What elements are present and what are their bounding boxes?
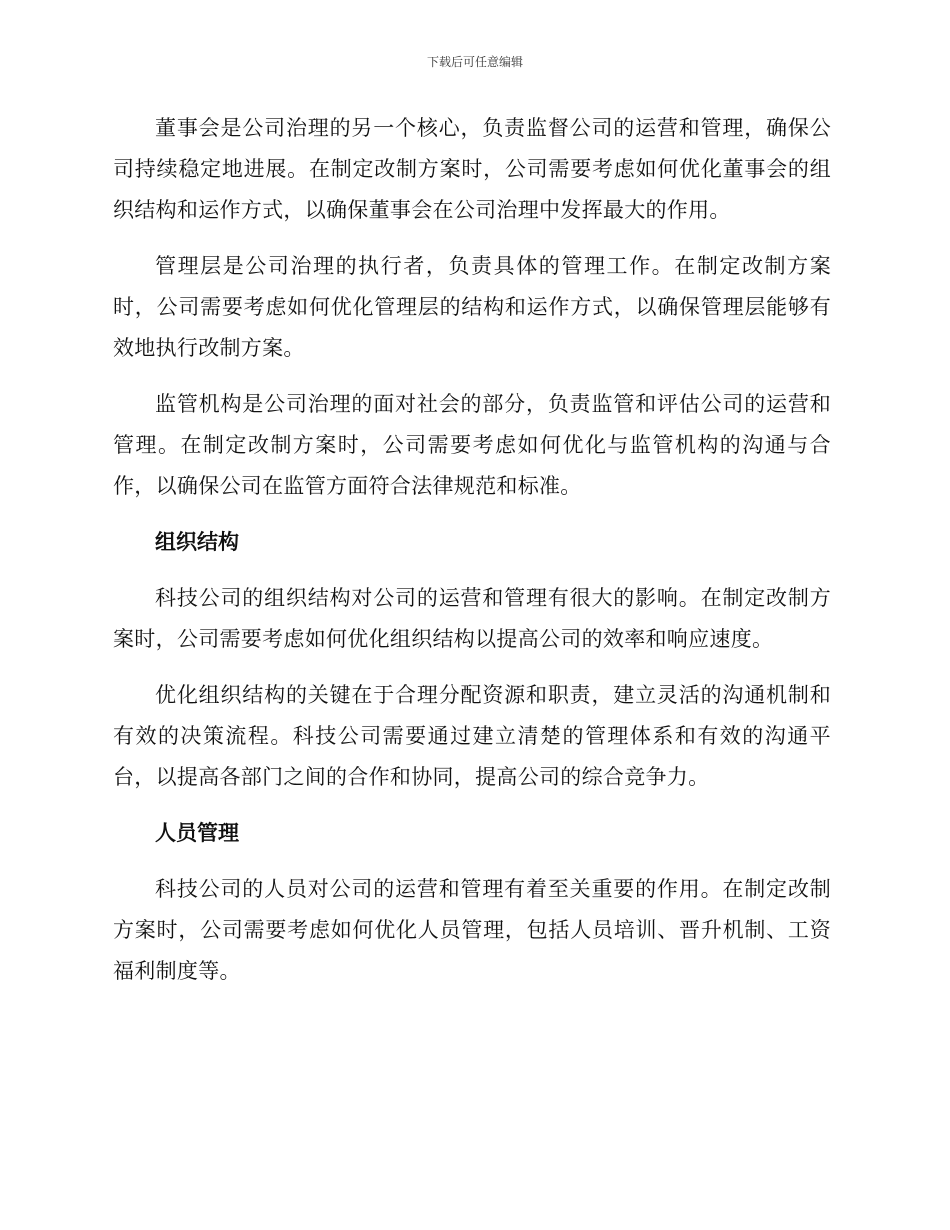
paragraph-gap: [113, 798, 831, 813]
paragraph-gap: [113, 563, 831, 578]
paragraph-gap: [113, 660, 831, 675]
paragraph-regulators: 监管机构是公司治理的面对社会的部分，负责监管和评估公司的运营和管理。在制定改制方案时，公司需要考虑如何优化与监管机构的沟通与合作，以确保公司在监管方面符合法律规范和标准。: [113, 392, 831, 498]
paragraph-organization-structure: 科技公司的组织结构对公司的运营和管理有很大的影响。在制定改制方案时，公司需要考虑如何优化组织结构以提高公司的效率和响应速度。: [113, 586, 831, 651]
paragraph-personnel-management: 科技公司的人员对公司的运营和管理有着至关重要的作用。在制定改制方案时，公司需要考虑如何优化人员管理，包括人员培训、晋升机制、工资福利制度等。: [113, 877, 831, 983]
paragraph-gap: [113, 854, 831, 869]
document-body: [113, 108, 831, 992]
section-heading-organization: 组织结构: [155, 530, 239, 554]
paragraph-optimize-structure: 优化组织结构的关键在于合理分配资源和职责，建立灵活的沟通机制和有效的决策流程。科技公司需要通过建立清楚的管理体系和有效的沟通平台，以提高各部门之间的合作和协同，提高公司的综合竞争力。: [113, 683, 831, 789]
paragraph-gap: [113, 231, 831, 246]
page-header: 下载后可任意编辑: [426, 55, 523, 69]
paragraph-management: 管理层是公司治理的执行者，负责具体的管理工作。在制定改制方案时，公司需要考虑如何优化管理层的结构和运作方式，以确保管理层能够有效地执行改制方案。: [113, 254, 831, 360]
paragraph-gap: [113, 369, 831, 384]
section-heading-personnel: 人员管理: [155, 821, 239, 845]
paragraph-board-of-directors: 董事会是公司治理的另一个核心，负责监督公司的运营和管理，确保公司持续稳定地进展。在制定改制方案时，公司需要考虑如何优化董事会的组织结构和运作方式，以确保董事会在公司治理中发挥最大的作用。: [113, 116, 831, 222]
paragraph-gap: [113, 507, 831, 522]
